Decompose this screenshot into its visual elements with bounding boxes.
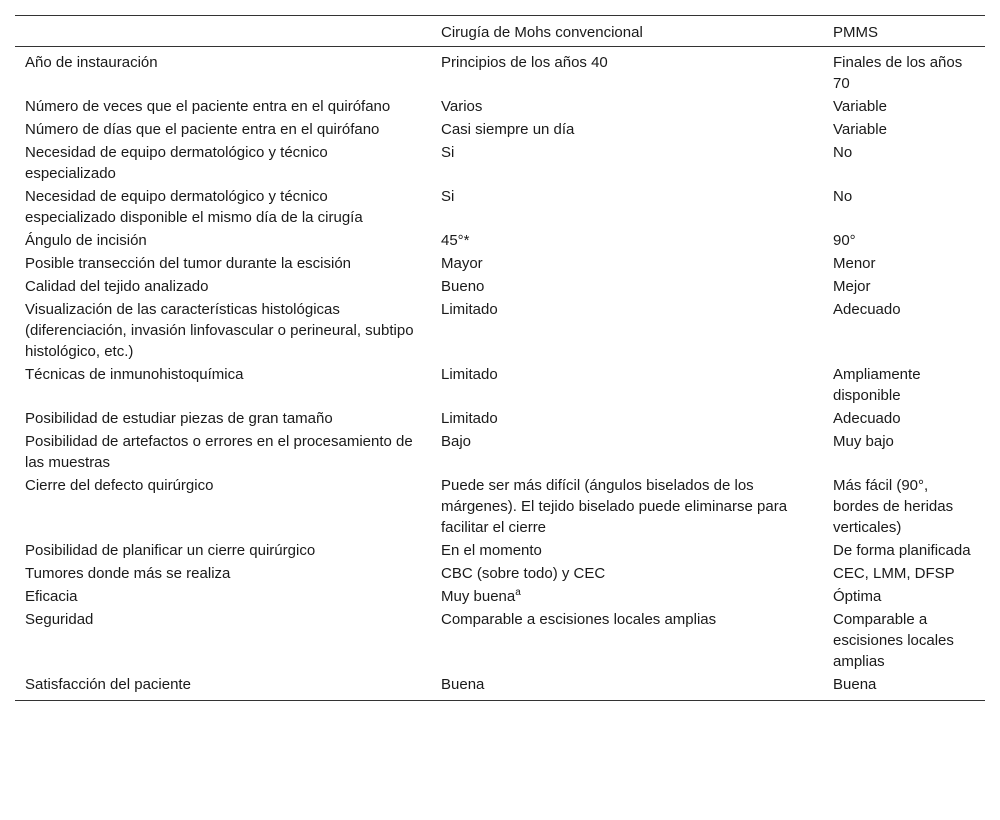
row-mohs-value: Limitado [441,410,498,427]
row-mohs-value: Puede ser más difícil (ángulos biselados de los márgenes). El tejido biselado puede eliminarse para facilitar el cierre [441,477,788,536]
row-pmms-value: Comparable a escisiones locales amplias [833,611,954,670]
row-pmms-value: Más fácil (90°, bordes de heridas verticales) [833,477,954,536]
row-feature: Visualización de las características histológicas (diferenciación, invasión linfovascular o perineural, subtipo histológico, etc.) [25,301,414,360]
header-pmms: PMMS [833,24,878,41]
row-feature: Eficacia [25,588,78,605]
footnote-marker: a [515,587,521,598]
table-row [15,562,985,585]
row-mohs-value: CBC (sobre todo) y CEC [441,565,606,582]
row-feature: Número de veces que el paciente entra en el quirófano [25,98,391,115]
row-mohs-value: Buena [441,676,485,693]
row-mohs-value: Varios [441,98,483,115]
table-row [15,407,985,430]
row-pmms-value: Óptima [833,588,882,605]
table-row [15,95,985,118]
header-feature [15,16,431,47]
table-row [15,585,985,608]
row-feature: Año de instauración [25,54,158,71]
table-row [15,118,985,141]
row-pmms-value: 90° [833,232,856,249]
row-feature: Número de días que el paciente entra en el quirófano [25,121,380,138]
table-row [15,47,985,96]
row-mohs-value: Casi siempre un día [441,121,575,138]
row-mohs-value: Limitado [441,366,498,383]
comparison-table [15,15,985,701]
row-mohs-value: Comparable a escisiones locales amplias [441,611,717,628]
row-pmms-value: Buena [833,676,877,693]
row-feature: Ángulo de incisión [25,232,147,249]
row-feature: Posibilidad de estudiar piezas de gran tamaño [25,410,333,427]
comparison-table-container [15,15,985,701]
header-mohs-convencional: Cirugía de Mohs convencional [441,24,643,41]
row-mohs-value: Si [441,144,455,161]
row-pmms-value: Adecuado [833,410,901,427]
row-mohs-value: Si [441,188,455,205]
row-pmms-value: Ampliamente disponible [833,366,921,404]
row-pmms-value: No [833,144,853,161]
table-row [15,363,985,407]
row-feature: Posibilidad de planificar un cierre quirúrgico [25,542,316,559]
row-pmms-value: Finales de los años 70 [833,54,963,92]
row-feature: Posible transección del tumor durante la escisión [25,255,352,272]
row-pmms-value: Variable [833,121,887,138]
table-row [15,141,985,185]
row-pmms-value: De forma planificada [833,542,971,559]
table-row [15,608,985,673]
table-row [15,185,985,229]
row-mohs-value: 45°* [441,232,470,249]
row-feature: Satisfacción del paciente [25,676,191,693]
row-mohs-value [431,585,823,608]
row-pmms-value: Adecuado [833,301,901,318]
row-mohs-value: Principios de los años 40 [441,54,608,71]
row-pmms-value: Variable [833,98,887,115]
row-feature: Posibilidad de artefactos o errores en el procesamiento de las muestras [25,433,413,471]
row-mohs-value: Mayor [441,255,483,272]
table-row [15,430,985,474]
row-pmms-value: Muy bajo [833,433,894,450]
row-feature: Necesidad de equipo dermatológico y técnico especializado [25,144,328,182]
table-row [15,229,985,252]
table-row [15,298,985,363]
row-pmms-value: No [833,188,853,205]
row-feature: Necesidad de equipo dermatológico y técnico especializado disponible el mismo día de la cirugía [25,188,363,226]
mohs-value-text: Muy buena [441,588,516,605]
row-pmms-value: Menor [833,255,876,272]
row-pmms-value: CEC, LMM, DFSP [833,565,955,582]
row-feature: Tumores donde más se realiza [25,565,231,582]
row-feature: Cierre del defecto quirúrgico [25,477,214,494]
row-mohs-value: Bajo [441,433,472,450]
row-mohs-value: Bueno [441,278,485,295]
table-row [15,673,985,701]
table-row [15,474,985,539]
row-pmms-value: Mejor [833,278,871,295]
row-mohs-value: Limitado [441,301,498,318]
table-row [15,539,985,562]
row-feature: Seguridad [25,611,94,628]
table-row [15,275,985,298]
table-header-row [15,16,985,47]
table-row [15,252,985,275]
row-mohs-value: En el momento [441,542,542,559]
row-feature: Técnicas de inmunohistoquímica [25,366,244,383]
row-feature: Calidad del tejido analizado [25,278,209,295]
